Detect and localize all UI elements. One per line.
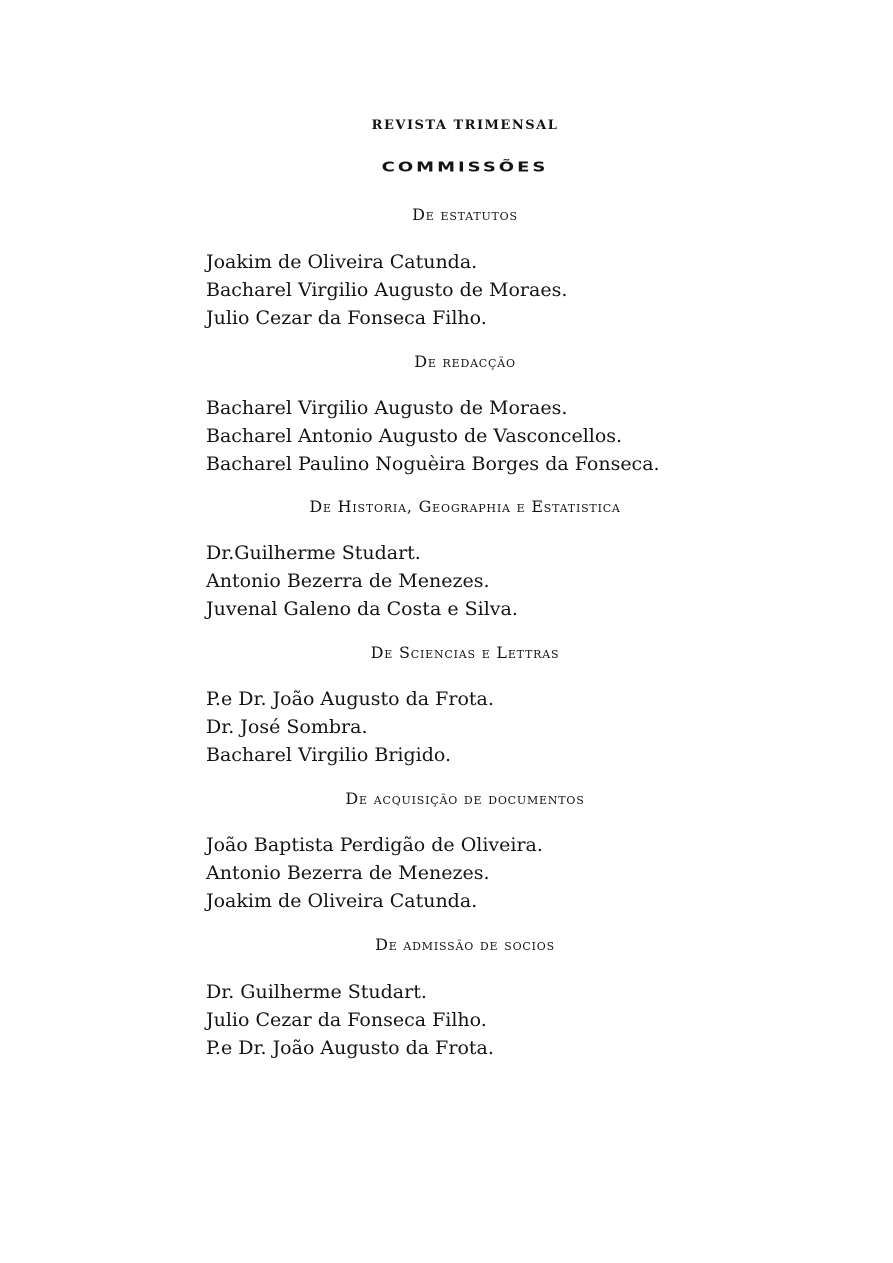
list-item: Bacharel Antonio Augusto de Vasconcellos.: [206, 425, 623, 447]
list-item: João Baptista Perdigão de Oliveira.: [206, 834, 543, 856]
member-list-historia: [206, 539, 518, 623]
list-item: Dr.Guilherme Studart.: [206, 542, 421, 564]
member-list-admissao: [206, 978, 494, 1062]
list-item: Antonio Bezerra de Menezes.: [206, 862, 490, 884]
section-heading-estatutos: De estatutos: [412, 205, 518, 224]
list-item: P.e Dr. João Augusto da Frota.: [206, 1037, 494, 1059]
list-item: Dr. José Sombra.: [206, 716, 368, 738]
list-item: P.e Dr. João Augusto da Frota.: [206, 688, 494, 710]
member-list-estatutos: [206, 248, 567, 332]
list-item: Bacharel Paulino Noguèira Borges da Fonseca.: [206, 453, 660, 475]
list-item: Juvenal Galeno da Costa e Silva.: [206, 598, 518, 620]
list-item: Joakim de Oliveira Catunda.: [206, 251, 478, 273]
section-heading-redaccao: De redacção: [414, 352, 516, 371]
section-heading-admissao: De admissão de socios: [375, 935, 555, 954]
section-heading-acquisicao: De acquisição de documentos: [345, 789, 585, 808]
list-item: Julio Cezar da Fonseca Filho.: [206, 307, 487, 329]
list-item: Bacharel Virgilio Augusto de Moraes.: [206, 279, 568, 301]
section-heading-sciencias: De Sciencias e Lettras: [370, 643, 560, 662]
member-list-redaccao: [206, 394, 660, 478]
list-item: Antonio Bezerra de Menezes.: [206, 570, 490, 592]
section-heading-historia: De Historia, Geographia e Estatistica: [309, 497, 621, 516]
member-list-sciencias: [206, 685, 494, 769]
member-list-acquisicao: [206, 831, 543, 915]
list-item: Dr. Guilherme Studart.: [206, 981, 427, 1003]
running-head: REVISTA TRIMENSAL: [371, 118, 559, 133]
list-item: Julio Cezar da Fonseca Filho.: [206, 1009, 487, 1031]
page-title: COMMISSÕES: [381, 159, 549, 176]
list-item: Bacharel Virgilio Brigido.: [206, 744, 452, 766]
list-item: Bacharel Virgilio Augusto de Moraes.: [206, 397, 568, 419]
list-item: Joakim de Oliveira Catunda.: [206, 890, 478, 912]
